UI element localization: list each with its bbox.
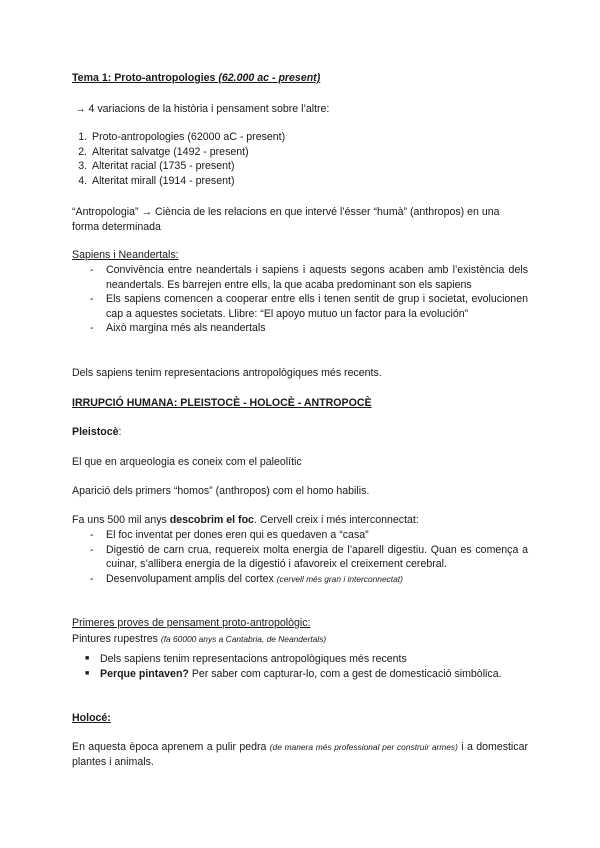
- arrow-icon: →: [141, 206, 153, 218]
- fire-paragraph: Fa uns 500 mil anys descobrim el foc. Cervell creix i més interconnectat:: [72, 514, 419, 526]
- paleolithic-line: El que en arqueologia es coneix com el paleolític: [72, 456, 302, 468]
- list-item: - Convivència entre neandertals i sapiens i aquests segons acaben amb l’existència dels neandertals. Es barrejen entre ells, la que acaba predominant son els sapiens: [72, 263, 528, 292]
- list-item: 1. Proto-antropologies (62000 aC - present): [90, 130, 528, 145]
- proofs-heading: Primeres proves de pensament proto-antropològic:: [72, 617, 311, 629]
- sapiens-heading: Sapiens i Neandertals:: [72, 249, 179, 261]
- list-item: ■ Dels sapiens tenim representacions antropològiques més recents: [72, 652, 528, 667]
- holocene-heading: Holocé:: [72, 712, 111, 724]
- representations-line: Dels sapiens tenim representacions antropològiques més recents.: [72, 367, 382, 379]
- list-item: - Desenvolupament amplis del cortex (cervell més gran i interconnectat): [72, 572, 528, 587]
- section-title: IRRUPCIÓ HUMANA: PLEISTOCÈ - HOLOCÈ - ANTROPOCÈ: [72, 397, 372, 409]
- list-item: - El foc inventat per dones eren qui es quedaven a “casa”: [72, 528, 528, 543]
- variations-list: [72, 130, 528, 188]
- holocene-paragraph: En aquesta època aprenem a pulir pedra (de manera més professional per construir armes) i a domesticar plantes i animals.: [72, 741, 528, 768]
- list-item: - Això margina més als neandertals: [72, 321, 528, 336]
- pleistocene-heading: Pleistocè:: [72, 426, 122, 438]
- intro-line: → 4 variacions de la història i pensament sobre l’altre:: [75, 103, 330, 115]
- list-item: 3. Alteritat racial (1735 - present): [90, 159, 528, 174]
- fire-list: [72, 528, 528, 586]
- list-item: - Els sapiens comencen a cooperar entre ells i tenen sentit de grup i societat, evolucionen cap a aquestes societats. Llibre: “El apoyo mutuo un factor para la evolución”: [72, 292, 528, 321]
- list-item: 2. Alteritat salvatge (1492 - present): [90, 145, 528, 160]
- homo-habilis-line: Aparició dels primers “homos” (anthropos) com el homo habilis.: [72, 485, 370, 497]
- list-item: 4. Alteritat mirall (1914 - present): [90, 174, 528, 189]
- list-item: - Digestió de carn crua, requereix molta energia de l’aparell digestiu. Quan es comença a cuinar, s’allibera energia de la digestió i afavoreix el creixement cerebral.: [72, 543, 528, 572]
- proofs-list: [72, 652, 528, 681]
- rock-art-line: Pintures rupestres (fa 60000 anys a Cantabria, de Neandertals): [72, 633, 327, 645]
- list-item: ■ Perque pintaven? Per saber com capturar-lo, com a gest de domesticació simbòlica.: [72, 667, 528, 682]
- definition-paragraph: “Antropologia” → Ciència de les relacions en que intervé l’ésser “humà” (anthropos) en una forma determinada: [72, 206, 500, 233]
- page-title: Tema 1: Proto-antropologies (62.000 ac - present): [72, 72, 321, 84]
- sapiens-list: [72, 263, 528, 336]
